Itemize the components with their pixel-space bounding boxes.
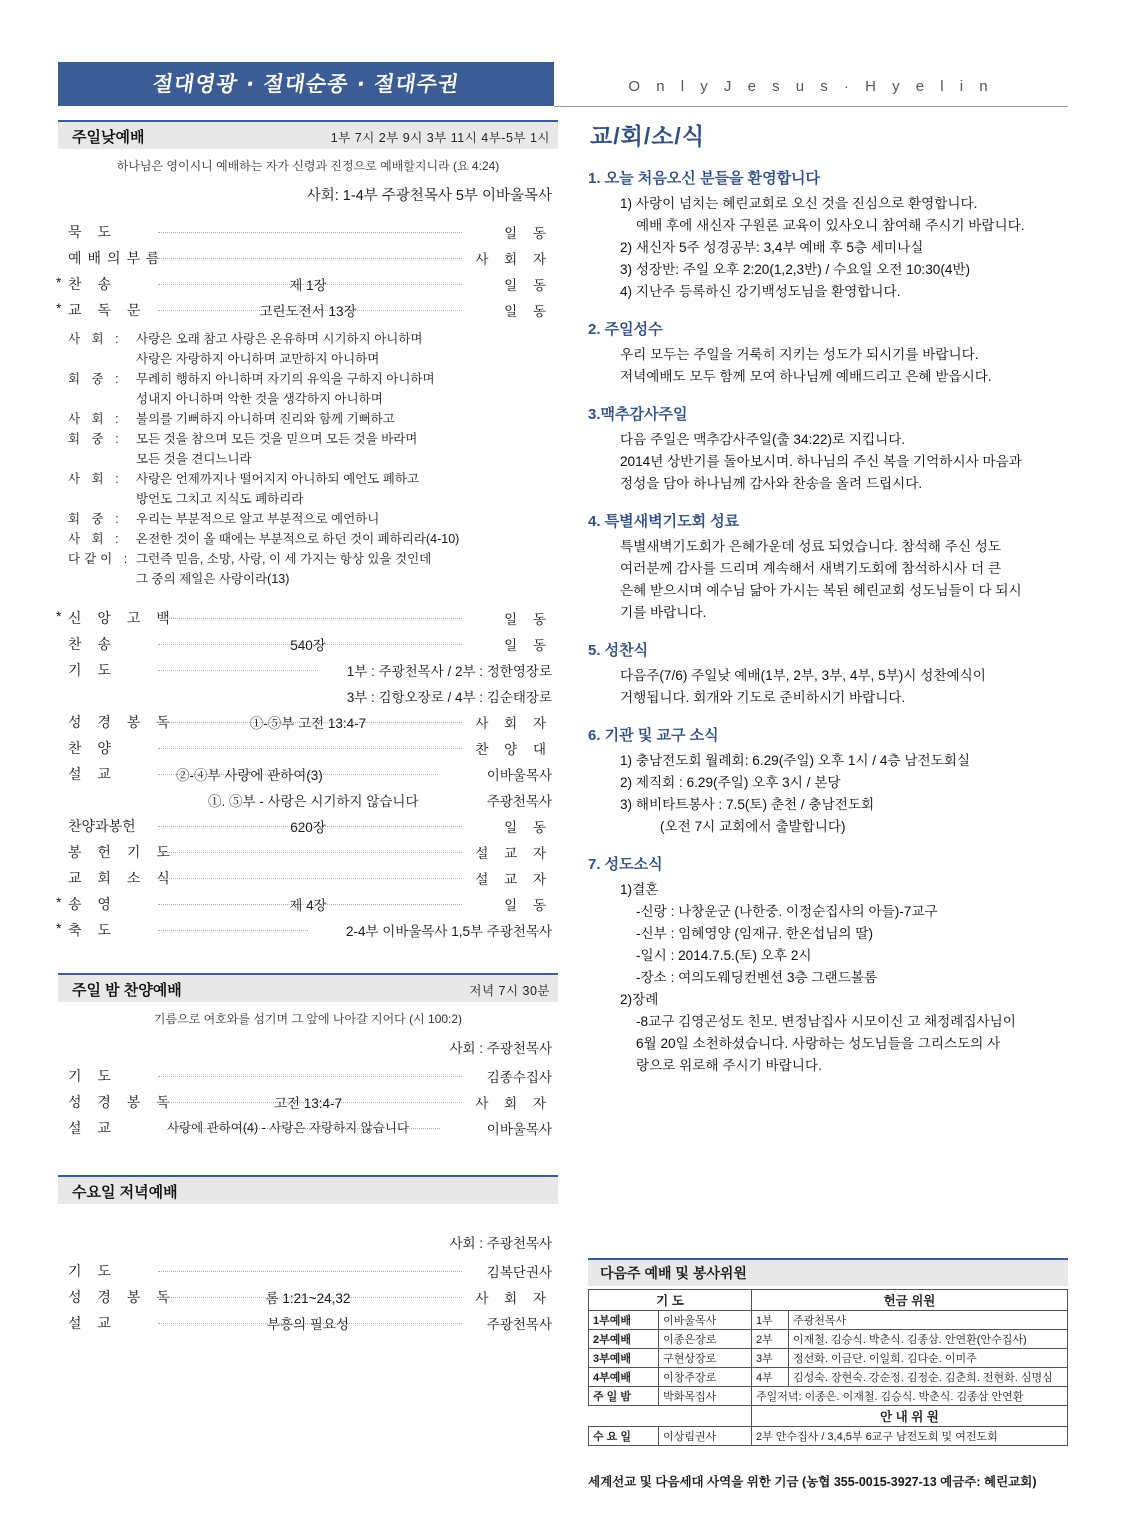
responsive-speaker: 다같이 : bbox=[68, 552, 132, 566]
prayer-name: 박화목집사 bbox=[659, 1387, 752, 1406]
order-row bbox=[58, 813, 558, 839]
duty-table bbox=[588, 1289, 1068, 1446]
responsive-text: 우리는 부분적으로 알고 부분적으로 예언하니 bbox=[136, 512, 380, 526]
left-column bbox=[58, 120, 558, 1336]
table-row bbox=[589, 1406, 1068, 1427]
dot-leader bbox=[158, 670, 318, 671]
responsive-line bbox=[58, 369, 558, 389]
news-item bbox=[588, 724, 1068, 838]
prayer-label: 수 요 일 bbox=[589, 1427, 659, 1446]
order-person: 설 교 자 bbox=[475, 846, 552, 861]
news-line: (오전 7시 교회에서 출발합니다) bbox=[660, 819, 846, 834]
news-line: -일시 : 2014.7.5.(토) 오후 2시 bbox=[636, 948, 812, 963]
news-line: -신부 : 임혜영양 (임재규. 한온섭님의 딸) bbox=[636, 926, 873, 941]
order-person: 사 회 자 bbox=[475, 252, 552, 267]
offering-part: 4부 bbox=[751, 1368, 788, 1387]
night-leader: 사회 : 주광천목사 bbox=[449, 1041, 552, 1056]
order-detail: ①. ⑤부 - 사랑은 시기하지 않습니다 bbox=[208, 794, 419, 809]
news-heading: 5. 성찬식 bbox=[588, 642, 649, 659]
order-row bbox=[58, 917, 558, 943]
news-item bbox=[588, 639, 1068, 709]
section-title: 주일낮예배 bbox=[72, 129, 145, 146]
dot-leader bbox=[158, 748, 462, 749]
section-wednesday-header bbox=[58, 1175, 558, 1204]
header-subtitle bbox=[554, 62, 1068, 107]
prayer-name: 이상림권사 bbox=[659, 1427, 752, 1446]
news-line: 3) 해비타트봉사 : 7.5(토) 춘천 / 충남전도회 bbox=[620, 797, 875, 812]
order-person: 사 회 자 bbox=[475, 716, 552, 731]
order-label: * 축 도 bbox=[68, 920, 117, 940]
responsive-line bbox=[58, 509, 558, 529]
order-row bbox=[58, 271, 558, 297]
responsive-speaker: 회 중 : bbox=[68, 512, 123, 526]
order-person: 주광천목사 bbox=[486, 1317, 552, 1332]
dot-leader bbox=[158, 258, 462, 259]
section-title: 주일 밤 찬양예배 bbox=[72, 982, 182, 999]
news-body bbox=[588, 750, 1068, 838]
order-label: 설 교 bbox=[68, 1315, 117, 1331]
section-sunday-night-header bbox=[58, 973, 558, 1002]
order-row bbox=[58, 605, 558, 631]
section-title: 수요일 저녁예배 bbox=[72, 1184, 178, 1201]
prayer-label: 3부예배 bbox=[589, 1349, 659, 1368]
order-rows-1 bbox=[58, 219, 558, 323]
order-person: 1부 : 주광천목사 / 2부 : 정한영장로 bbox=[346, 664, 552, 679]
offering-evening bbox=[751, 1387, 1067, 1406]
news-line: 1) 충남전도회 월례회: 6.29(주일) 오후 1시 / 4층 남전도회실 bbox=[620, 753, 970, 768]
order-label: 찬 송 bbox=[68, 636, 117, 652]
order-label: 설 교 bbox=[68, 766, 117, 782]
news-line: 2014년 상반기를 돌아보시며. 하나님의 주신 복을 기억하시사 마음과 bbox=[620, 454, 1022, 469]
header-banner-text: 절대영광 · 절대순종 · 절대주권 bbox=[150, 72, 461, 96]
order-person: 주광천목사 bbox=[486, 794, 552, 809]
news-item bbox=[588, 318, 1068, 388]
order-detail: 사랑에 관하여(4) - 사랑은 자랑하지 않습니다 bbox=[166, 1121, 410, 1135]
order-label: 교 회 소 식 bbox=[68, 870, 176, 886]
order-person: 일 동 bbox=[504, 226, 552, 241]
news-heading: 4. 특별새벽기도회 성료 bbox=[588, 513, 740, 530]
news-line: 4) 지난주 등록하신 강기백성도님을 환영합니다. bbox=[620, 284, 901, 299]
service-times: 1부 7시 2부 9시 3부 11시 4부-5부 1시 bbox=[330, 131, 550, 145]
order-row bbox=[58, 297, 558, 323]
responsive-cont: 사랑은 자랑하지 아니하며 교만하지 아니하며 bbox=[136, 352, 380, 366]
footer-note: 세계선교 및 다음세대 사역을 위한 기금 (농협 355-0015-3927-13 예금주: 혜린교회) bbox=[588, 1475, 1037, 1489]
news-line: 저녁예배도 모두 함께 모여 하나님께 예배드리고 은혜 받읍시다. bbox=[620, 369, 992, 384]
news-item bbox=[588, 167, 1068, 303]
responsive-cont: 성내지 아니하며 악한 것을 생각하지 아니하며 bbox=[136, 392, 383, 406]
order-label: 찬양과봉헌 bbox=[68, 818, 136, 834]
order-row bbox=[58, 1284, 558, 1310]
service-times: 저녁 7시 30분 bbox=[469, 984, 550, 998]
order-person: 일 동 bbox=[504, 898, 552, 913]
table-row bbox=[589, 1349, 1068, 1368]
news-line: 우리 모두는 주일을 거룩히 지키는 성도가 되시기를 바랍니다. bbox=[620, 347, 979, 362]
page-header bbox=[58, 62, 1068, 106]
order-person: 일 동 bbox=[504, 612, 552, 627]
responsive-cont: 그 중의 제일은 사랑이라(13) bbox=[136, 572, 290, 586]
order-label: 성 경 봉 독 bbox=[68, 1094, 176, 1110]
table-row bbox=[589, 1427, 1068, 1446]
news-line: 특별새벽기도회가 은혜가운데 성료 되었습니다. 참석해 주신 성도 bbox=[620, 539, 1001, 554]
news-line: 2) 제직회 : 6.29(주일) 오후 3시 / 본당 bbox=[620, 775, 841, 790]
news-line: 랑으로 위로해 주시기 바랍니다. bbox=[636, 1058, 822, 1073]
responsive-line bbox=[58, 549, 558, 569]
duty-table-section bbox=[588, 1258, 1068, 1446]
prayer-name: 이종은장로 bbox=[659, 1330, 752, 1349]
responsive-line bbox=[58, 429, 558, 449]
order-label: * 교 독 문 bbox=[68, 300, 146, 320]
order-row bbox=[58, 245, 558, 271]
news-line: -8교구 김영곤성도 친모. 변정남집사 시모이신 고 채정례집사님이 bbox=[636, 1014, 1016, 1029]
order-label: 기 도 bbox=[68, 1263, 117, 1279]
news-item bbox=[588, 510, 1068, 624]
order-label: 묵 도 bbox=[68, 224, 117, 240]
order-person: 사 회 자 bbox=[475, 1096, 552, 1111]
order-row bbox=[58, 709, 558, 735]
order-row bbox=[58, 891, 558, 917]
order-person: 일 동 bbox=[504, 278, 552, 293]
order-detail: 롬 1:21~24,32 bbox=[265, 1291, 351, 1306]
news-body bbox=[588, 193, 1068, 303]
order-person: 이바울목사 bbox=[486, 1122, 552, 1137]
responsive-cont: 모든 것을 견디느니라 bbox=[136, 452, 252, 466]
order-row bbox=[58, 1089, 558, 1115]
order-person: 김종수집사 bbox=[486, 1070, 552, 1085]
responsive-text: 모든 것을 참으며 모든 것을 믿으며 모든 것을 바라며 bbox=[136, 432, 418, 446]
responsive-cont: 방언도 그치고 지식도 폐하리라 bbox=[136, 492, 304, 506]
order-detail: 고전 13:4-7 bbox=[273, 1096, 343, 1111]
news-line: 2) 새신자 5주 성경공부: 3,4부 예배 후 5층 세미나실 bbox=[620, 240, 924, 255]
order-label: 기 도 bbox=[68, 1068, 117, 1084]
responsive-text: 사랑은 오래 참고 사랑은 온유하며 시기하지 아니하며 bbox=[136, 332, 423, 346]
news-body bbox=[588, 879, 1068, 1077]
responsive-speaker: 사 회 : bbox=[68, 472, 123, 486]
dot-leader bbox=[158, 232, 462, 233]
night-verse: 기름으로 여호와를 섬기며 그 앞에 나아갈 지어다 (시 100:2) bbox=[153, 1012, 463, 1026]
offering-part: 주일저녁: bbox=[755, 1391, 802, 1403]
news-line: -장소 : 여의도웨딩컨벤션 3층 그랜드볼롬 bbox=[636, 970, 878, 985]
order-label: 봉 헌 기 도 bbox=[68, 844, 176, 860]
order-detail: 부흥의 필요성 bbox=[267, 1317, 349, 1332]
order-person: 일 동 bbox=[504, 638, 552, 653]
order-rows-2 bbox=[58, 605, 558, 943]
news-line: -신랑 : 나창운군 (나한중. 이정순집사의 아들)-7교구 bbox=[636, 904, 938, 919]
header-subtitle-text: O n l y J e s u s · H y e l i n bbox=[628, 78, 994, 95]
order-row bbox=[58, 839, 558, 865]
news-line: 정성을 담아 하나님께 감사와 찬송을 올려 드립시다. bbox=[620, 476, 923, 491]
offering-part: 3부 bbox=[751, 1349, 788, 1368]
dot-leader bbox=[158, 852, 462, 853]
news-item bbox=[588, 403, 1068, 495]
order-detail: 제 1장 bbox=[289, 278, 327, 293]
news-line: 6월 20일 소천하셨습니다. 사랑하는 성도님들을 그리스도의 사 bbox=[636, 1036, 1001, 1051]
dot-leader bbox=[158, 1271, 462, 1272]
prayer-label: 주 일 밤 bbox=[589, 1387, 659, 1406]
dot-leader bbox=[158, 878, 462, 879]
news-line: 예배 후에 새신자 구원론 교육이 있사오니 참여해 주시기 바랍니다. bbox=[636, 218, 1025, 233]
order-row bbox=[58, 657, 558, 683]
news-line: 다음주(7/6) 주일낮 예배(1부, 2부, 3부, 4부, 5부)시 성찬예식이 bbox=[620, 668, 986, 683]
order-person: 이바울목사 bbox=[486, 768, 552, 783]
col-header-offering: 헌금 위원 bbox=[751, 1290, 1067, 1311]
table-row bbox=[589, 1290, 1068, 1311]
order-person: 일 동 bbox=[504, 820, 552, 835]
order-detail: 고린도전서 13장 bbox=[259, 304, 357, 319]
responsive-reading bbox=[58, 329, 558, 589]
responsive-line bbox=[58, 529, 558, 549]
offering-names: 정선화. 이금단. 이일희. 김다순. 이미주 bbox=[788, 1349, 1067, 1368]
order-person: 찬 양 대 bbox=[475, 742, 552, 757]
right-column bbox=[588, 118, 1068, 1092]
responsive-speaker: 사 회 : bbox=[68, 332, 123, 346]
responsive-line bbox=[58, 469, 558, 489]
sunday-verse: 하나님은 영이시니 예배하는 자가 신령과 진정으로 예배할지니라 (요 4:24) bbox=[116, 159, 500, 173]
responsive-speaker: 회 중 : bbox=[68, 372, 123, 386]
responsive-text: 불의를 기뻐하지 아니하며 진리와 함께 기뻐하고 bbox=[136, 412, 395, 426]
offering-part: 1부 bbox=[751, 1311, 788, 1330]
responsive-text: 무례히 행하지 아니하며 자기의 유익을 구하지 아니하며 bbox=[136, 372, 435, 386]
offering-part: 2부 bbox=[751, 1330, 788, 1349]
responsive-line bbox=[58, 409, 558, 429]
order-row bbox=[58, 1258, 558, 1284]
sunday-leader: 사회: 1-4부 주광천목사 5부 이바울목사 bbox=[306, 188, 552, 204]
col-header-prayer: 기 도 bbox=[589, 1290, 752, 1311]
prayer-label: 2부예배 bbox=[589, 1330, 659, 1349]
order-label: 기 도 bbox=[68, 662, 117, 678]
order-person: 설 교 자 bbox=[475, 872, 552, 887]
order-row bbox=[58, 761, 558, 787]
header-banner bbox=[58, 62, 554, 106]
table-row bbox=[589, 1368, 1068, 1387]
order-label: 성 경 봉 독 bbox=[68, 714, 176, 730]
order-detail: 620장 bbox=[290, 820, 326, 835]
news-line: 여러분께 감사를 드리며 계속해서 새벽기도회에 참석하시사 더 큰 bbox=[620, 561, 1001, 576]
offering-names: 이종은. 이재철. 김승식. 박춘식. 김종삼 안연환 bbox=[804, 1391, 1024, 1403]
prayer-name: 구현상장로 bbox=[659, 1349, 752, 1368]
news-line: 은혜 받으시며 예수님 닮아 가시는 복된 혜린교회 성도님들이 다 되시 bbox=[620, 583, 1022, 598]
responsive-text: 그런즉 믿음, 소망, 사랑, 이 세 가지는 항상 있을 것인데 bbox=[136, 552, 432, 566]
order-row bbox=[58, 1063, 558, 1089]
order-person: 일 동 bbox=[504, 304, 552, 319]
order-label: 예배의부름 bbox=[68, 250, 166, 266]
news-body bbox=[588, 536, 1068, 624]
order-row bbox=[58, 1310, 558, 1336]
order-row bbox=[58, 631, 558, 657]
table-row bbox=[589, 1387, 1068, 1406]
order-person: 3부 : 김항오장로 / 4부 : 김순태장로 bbox=[346, 690, 552, 705]
order-label: 성 경 봉 독 bbox=[68, 1289, 176, 1305]
table-row bbox=[589, 1311, 1068, 1330]
news-heading: 7. 성도소식 bbox=[588, 856, 663, 873]
duty-table-title: 다음주 예배 및 봉사위원 bbox=[600, 1265, 747, 1281]
order-label: * 신 앙 고 백 bbox=[68, 608, 176, 628]
order-label: * 송 영 bbox=[68, 894, 117, 914]
duty-table-header bbox=[588, 1258, 1068, 1286]
order-label: 설 교 bbox=[68, 1120, 117, 1136]
prayer-name: 이바울목사 bbox=[659, 1311, 752, 1330]
responsive-text: 사랑은 언제까지나 떨어지지 아니하되 예언도 폐하고 bbox=[136, 472, 420, 486]
news-heading: 2. 주일성수 bbox=[588, 321, 663, 338]
news-line: 1)결혼 bbox=[620, 882, 659, 897]
news-body bbox=[588, 344, 1068, 388]
responsive-line bbox=[58, 329, 558, 349]
offering-names: 주광천목사 bbox=[788, 1311, 1067, 1330]
dot-leader bbox=[158, 930, 308, 931]
order-detail: ②-④부 사랑에 관하여(3) bbox=[176, 768, 323, 783]
order-detail: ①-⑤부 고전 13:4-7 bbox=[249, 716, 367, 731]
order-row bbox=[58, 1115, 558, 1141]
offering-names: 이재철. 김승식. 박춘식. 김종삼. 안연환(안수집사) bbox=[788, 1330, 1067, 1349]
responsive-speaker: 사 회 : bbox=[68, 532, 123, 546]
wednesday-leader: 사회 : 주광천목사 bbox=[449, 1236, 552, 1251]
order-row bbox=[58, 735, 558, 761]
guide-names: 2부 안수집사 / 3,4,5부 6교구 남전도회 및 여전도회 bbox=[751, 1427, 1067, 1446]
order-person: 김복단권사 bbox=[486, 1265, 552, 1280]
news-line: 1) 사랑이 넘치는 혜린교회로 오신 것을 진심으로 환영합니다. bbox=[620, 196, 978, 211]
prayer-label: 1부예배 bbox=[589, 1311, 659, 1330]
news-line: 거행됩니다. 회개와 기도로 준비하시기 바랍니다. bbox=[620, 690, 906, 705]
news-item bbox=[588, 853, 1068, 1077]
order-row bbox=[58, 787, 558, 813]
order-person: 2-4부 이바울목사 1,5부 주광천목사 bbox=[345, 924, 552, 939]
responsive-text: 온전한 것이 올 때에는 부분적으로 하던 것이 폐하리라(4-10) bbox=[136, 532, 460, 546]
news-line: 다음 주일은 맥추감사주일(출 34:22)로 지킵니다. bbox=[620, 432, 906, 447]
order-row bbox=[58, 219, 558, 245]
offering-names: 김성숙. 장현숙. 강순정. 김정순. 김춘희. 전현화. 심명심 bbox=[788, 1368, 1067, 1387]
news-body bbox=[588, 429, 1068, 495]
prayer-label: 4부예배 bbox=[589, 1368, 659, 1387]
news-line: 3) 성장반: 주일 오후 2:20(1,2,3반) / 수요일 오전 10:30(4반) bbox=[620, 262, 971, 277]
prayer-name: 이창주장로 bbox=[659, 1368, 752, 1387]
order-label: * 찬 송 bbox=[68, 274, 117, 294]
section-sunday-day-header bbox=[58, 120, 558, 149]
dot-leader bbox=[158, 1076, 462, 1077]
order-row bbox=[58, 865, 558, 891]
news-body bbox=[588, 665, 1068, 709]
responsive-speaker: 사 회 : bbox=[68, 412, 123, 426]
news-line: 기를 바랍니다. bbox=[620, 605, 707, 620]
news-line: 2)장례 bbox=[620, 992, 659, 1007]
news-heading: 3.맥추감사주일 bbox=[588, 406, 688, 423]
news-heading: 1. 오늘 처음오신 분들을 환영합니다 bbox=[588, 170, 821, 187]
news-heading: 6. 기관 및 교구 소식 bbox=[588, 727, 719, 744]
order-label: 찬 양 bbox=[68, 740, 117, 756]
order-detail: 제 4장 bbox=[289, 898, 327, 913]
news-title: 교/회/소/식 bbox=[590, 123, 706, 149]
order-row bbox=[58, 683, 558, 709]
col-header-guide: 안 내 위 원 bbox=[751, 1406, 1067, 1427]
order-person: 사 회 자 bbox=[475, 1291, 552, 1306]
order-detail: 540장 bbox=[290, 638, 326, 653]
dot-leader bbox=[158, 618, 462, 619]
table-row bbox=[589, 1330, 1068, 1349]
responsive-speaker: 회 중 : bbox=[68, 432, 123, 446]
